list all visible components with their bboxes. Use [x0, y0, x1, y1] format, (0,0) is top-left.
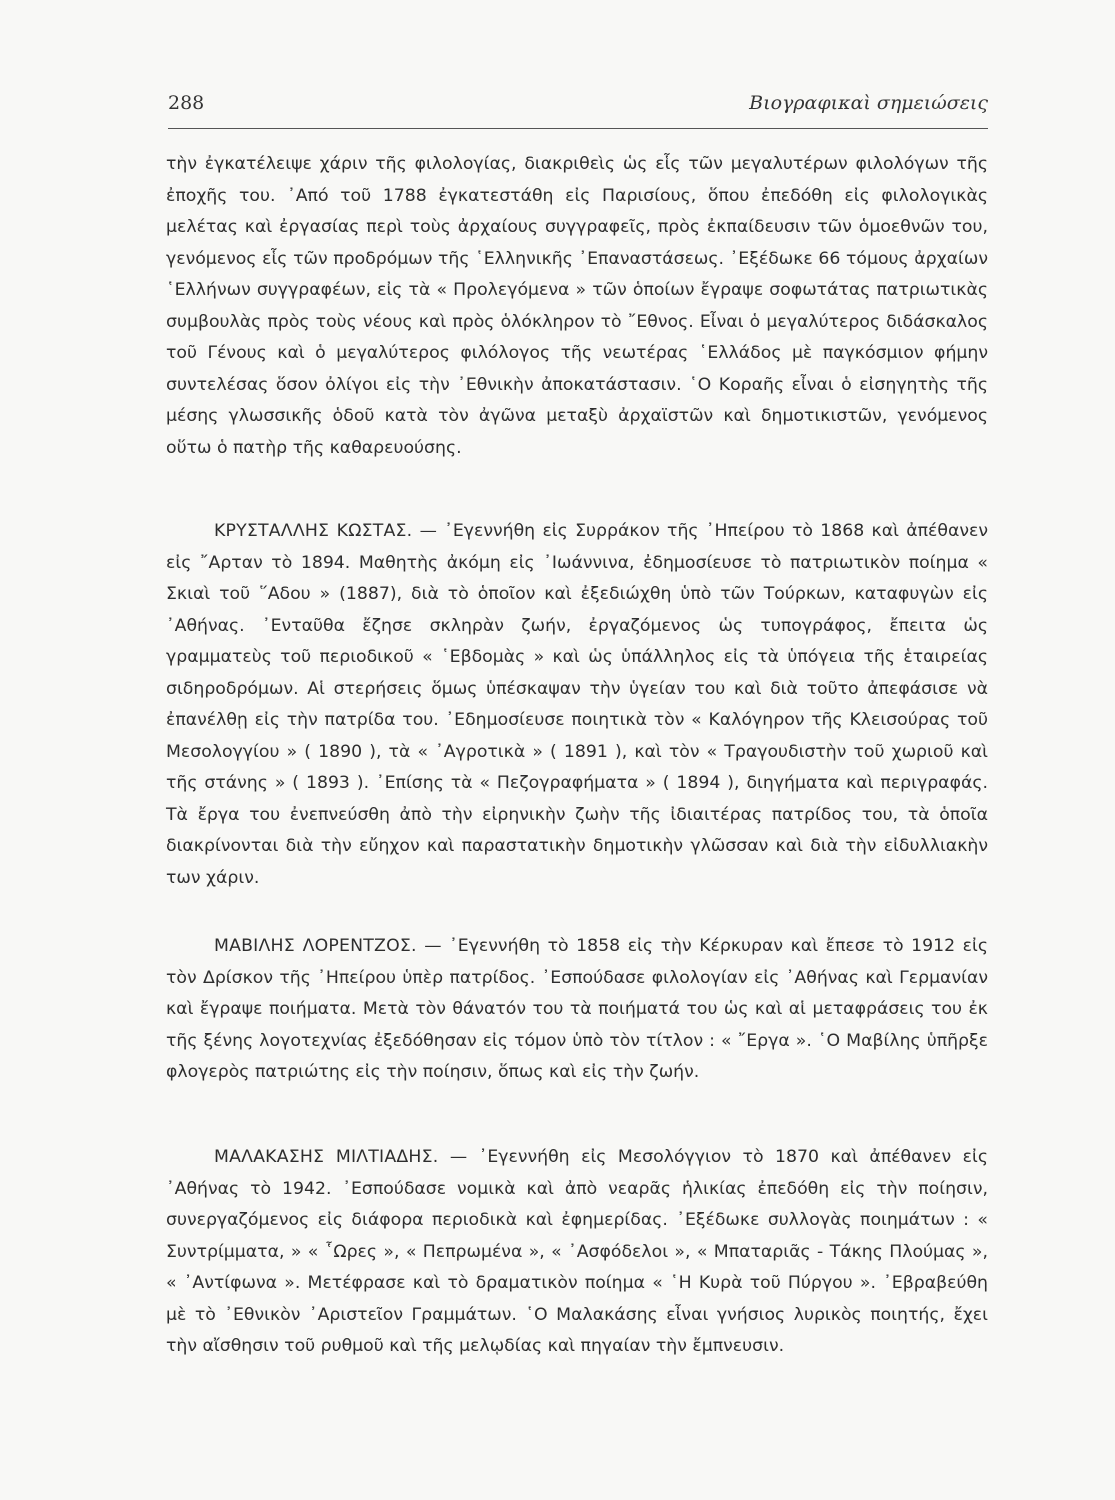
paragraph-text: τὴν ἐγκατέλειψε χάριν τῆς φιλολογίας, διακριθεὶς ὡς εἷς τῶν μεγαλυτέρων φιλολόγων τῆς ἐποχῆς του. ᾿Από τοῦ 1788 ἐγκατεστάθη εἰς Παρισίους, ὅπου ἐπεδόθη εἰς φιλολογικὰς μελέτας καὶ ἐργασίας περὶ τοὺς ἀρχαίους συγγραφεῖς, πρὸς ἐκπαίδευσιν τῶν ὁμοεθνῶν του, γενόμενος εἷς τῶν προδρόμων τῆς ῾Ελληνικῆς ᾿Επαναστάσεως. ᾿Εξέδωκε 66 τόμους ἀρχαίων ῾Ελλήνων συγγραφέων, εἰς τὰ « Προλεγόμενα » τῶν ὁποίων ἔγραψε σοφωτάτας πατριωτικὰς συμβουλὰς πρὸς τοὺς νέους καὶ πρὸς ὁλόκληρον τὸ ῎Εθνος. Εἶναι ὁ μεγαλύτερος διδάσκαλος τοῦ Γένους καὶ ὁ μεγαλύτερος φιλόλογος τῆς νεωτέρας ῾Ελλάδος μὲ παγκόσμιον φήμην συντελέσας ὅσον ὀλίγοι εἰς τὴν ᾿Εθνικὴν ἀποκατάστασιν. ῾Ο Κοραῆς εἶναι ὁ εἰσηγητὴς τῆς μέσης γλωσσικῆς ὁδοῦ κατὰ τὸν ἀγῶνα μεταξὺ ἀρχαϊστῶν καὶ δημοτικιστῶν, γενόμενος οὕτω ὁ πατὴρ τῆς καθαρευούσης.	[166, 154, 988, 458]
entry-text: — ᾿Εγεννήθη εἰς Συρράκον τῆς ᾿Ηπείρου τὸ 1868 καὶ ἀπέθανεν εἰς ῎Αρταν τὸ 1894. Μαθητὴς ἀκόμη εἰς ᾿Ιωάννινα, ἐδημοσίευσε τὸ πατριωτικὸν ποίημα « Σκιαὶ τοῦ ῞Αδου » (1887), διὰ τὸ ὁποῖον καὶ ἐξεδιώχθη ὑπὸ τῶν Τούρκων, καταφυγὼν εἰς ᾿Αθήνας. ᾿Ενταῦθα ἔζησε σκληρὰν ζωήν, ἐργαζόμενος ὡς τυπογράφος, ἔπειτα ὡς γραμματεὺς τοῦ περιοδικοῦ « ῾Εβδομὰς » καὶ ὡς ὑπάλληλος εἰς τὰ ὑπόγεια τῆς ἑταιρείας σιδηροδρόμων. Αἱ στερήσεις ὅμως ὑπέσκαψαν τὴν ὑγείαν του καὶ διὰ τοῦτο ἀπεφάσισε νὰ ἐπανέλθῃ εἰς τὴν πατρίδα του. ᾿Εδημοσίευσε ποιητικὰ τὸν « Καλόγηρον τῆς Κλεισούρας τοῦ Μεσολογγίου » ( 1890 ), τὰ « ᾿Αγροτικὰ » ( 1891 ), καὶ τὸν « Τραγουδιστὴν τοῦ χωριοῦ καὶ τῆς στάνης » ( 1893 ). ᾿Επίσης τὰ « Πεζογραφήματα » ( 1894 ), διηγήματα καὶ περιγραφάς. Τὰ ἔργα του ἐνεπνεύσθη ἀπὸ τὴν εἰρηνικὴν ζωὴν τῆς ἰδιαιτέρας πατρίδος του, τὰ ὁποῖα διακρίνονται διὰ τὴν εὔηχον καὶ παραστατικὴν δημοτικὴν γλῶσσαν καὶ διὰ τὴν εἰδυλλιακὴν των χάριν.	[166, 521, 988, 888]
entry-name: ΚΡΥΣΤΑΛΛΗΣ ΚΩΣΤΑΣ.	[214, 521, 413, 541]
entry-text: — ᾿Εγεννήθη εἰς Μεσολόγγιον τὸ 1870 καὶ ἀπέθανεν εἰς ᾿Αθήνας τὸ 1942. ᾿Εσπούδασε νομικὰ καὶ ἀπὸ νεαρᾶς ἡλικίας ἐπεδόθη εἰς τὴν ποίησιν, συνεργαζόμενος εἰς διάφορα περιοδικὰ καὶ ἐφημερίδας. ᾿Εξέδωκε συλλογὰς ποιημάτων : « Συντρίμματα, » « ῟Ωρες », « Πεπρωμένα », « ᾿Ασφόδελοι », « Μπαταριᾶς - Τάκης Πλούμας », « ᾿Αντίφωνα ». Μετέφρασε καὶ τὸ δραματικὸν ποίημα « ῾Η Κυρὰ τοῦ Πύργου ». ᾿Εβραβεύθη μὲ τὸ ᾿Εθνικὸν ᾿Αριστεῖον Γραμμάτων. ῾Ο Μαλακάσης εἶναι γνήσιος λυρικὸς ποιητής, ἔχει τὴν αἴσθησιν τοῦ ρυθμοῦ καὶ τῆς μελῳδίας καὶ πηγαίαν τὴν ἔμπνευσιν.	[166, 1147, 989, 1356]
entry-mavilis	[166, 931, 988, 1089]
page-number: 288	[168, 92, 205, 114]
page-header	[168, 88, 988, 129]
entry-malakasis	[166, 1142, 988, 1363]
entry-name: ΜΑΒΙΛΗΣ ΛΟΡΕΝΤΖΟΣ.	[214, 936, 417, 956]
entry-name: ΜΑΛΑΚΑΣΗΣ ΜΙΛΤΙΑΔΗΣ.	[214, 1147, 439, 1167]
paragraph-korais-continued	[166, 149, 988, 464]
entry-krystallis	[166, 516, 988, 894]
entry-text: — ᾿Εγεννήθη τὸ 1858 εἰς τὴν Κέρκυραν καὶ ἔπεσε τὸ 1912 εἰς τὸν Δρίσκον τῆς ᾿Ηπείρου ὑπὲρ πατρίδος. ᾿Εσπούδασε φιλολογίαν εἰς ᾿Αθήνας καὶ Γερμανίαν καὶ ἔγραψε ποιήματα. Μετὰ τὸν θάνατόν του τὰ ποιήματά του ὡς καὶ αἱ μεταφράσεις του ἐκ τῆς ξένης λογοτεχνίας ἐξεδόθησαν εἰς τόμον ὑπὸ τὸν τίτλον : « ῎Εργα ». ῾Ο Μαβίλης ὑπῆρξε φλογερὸς πατριώτης εἰς τὴν ποίησιν, ὅπως καὶ εἰς τὴν ζωήν.	[166, 936, 988, 1082]
running-title: Βιογραφικαὶ σημειώσεις	[749, 92, 988, 114]
